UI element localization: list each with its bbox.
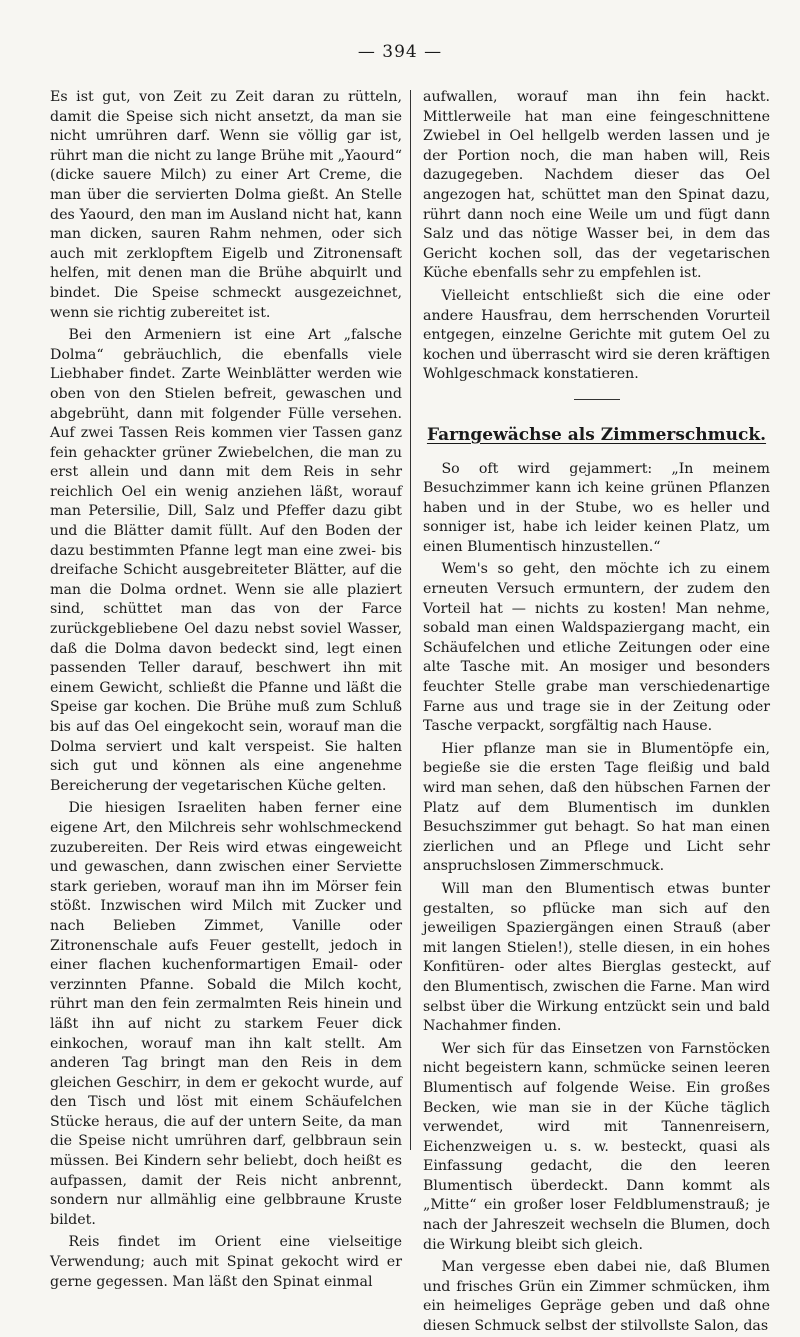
section-separator-rule xyxy=(574,399,620,400)
paragraph-fern-plant: Hier pflanze man sie in Blumentöpfe ein, begieße sie die ersten Tage fleißig und bald wird man sehen, daß den hübschen Farnen der Platz auf dem Blumentisch im dunklen Besuchszimmer gut behagt. So hat man einen zierlichen und an Pflege und Licht sehr anspruchslosen Zimmerschmuck. xyxy=(423,740,770,875)
paragraph-fern-closing: Man vergesse eben dabei nie, daß Blumen und frisches Grün ein Zimmer schmücken, ihm ein heimeliges Gepräge geben und daß ohne diesen Schmuck selbst der stilvollste Salon, das xyxy=(423,1259,770,1335)
paragraph-rice-spinach: Reis findet im Orient eine vielseitige Verwendung; auch mit Spinat gekocht wird er gerne gegessen. Man läßt den Spinat einmal xyxy=(50,1234,402,1290)
paragraph-fern-intro: So oft wird gejammert: „In meinem Besuchzimmer kann ich keine grünen Pflanzen haben und in der Stube, wo es heller und sonniger ist, habe ich leider keinen Platz, um einen Blumentisch hinzustellen.“ xyxy=(423,460,770,555)
right-column xyxy=(423,88,770,1335)
paragraph-oil-conclusion: Vielleicht entschließt sich die eine oder andere Hausfrau, dem herrschenden Vorurteil entgegen, einzelne Gerichte mit gutem Oel zu kochen und überrascht wird sie deren kräftigen Wohlgeschmack konstatieren. xyxy=(423,287,770,383)
page-number: — 394 — xyxy=(357,42,443,62)
paragraph-fern-collect: Wem's so geht, den möchte ich zu einem erneuten Versuch ermuntern, der zudem den Vorteil hat — nichts zu kosten! Man nehme, sobald man einen Waldspaziergang macht, ein Schäufelchen und etliche Zeitungen oder eine alte Tasche mit. An mosiger und besonders feuchter Stelle grabe man verschiedenartige Farne aus und trage sie in der Zeitung oder Tasche verpackt, sorgfältig nach Hause. xyxy=(423,561,770,735)
paragraph-fern-basin: Wer sich für das Einsetzen von Farnstöcken nicht begeistern kann, schmücke seinen leeren Blumentisch auf folgende Weise. Ein großes Becken, wie man sie in der Küche täglich verwendet, wird mit Tannenreisern, Eichenzweigen u. s. w. besteckt, quasi als Einfassung gedacht, die den leeren Blumentisch überdeckt. Dann kommt als „Mitte“ ein großer loser Feldblumenstrauß; je nach der Jahreszeit wechseln die Blumen, doch die Wirkung bleibt sich gleich. xyxy=(423,1040,770,1253)
paragraph-continued: Es ist gut, von Zeit zu Zeit daran zu rütteln, damit die Speise sich nicht ansetzt, da man sie nicht umrühren darf. Wenn sie völlig gar ist, rührt man die nicht zu lange Brühe mit „Yaourd“ (dicke sauere Milch) zu einer Art Creme, die man über die servierten Dolma gießt. An Stelle des Yaourd, den man im Ausland nicht hat, kann man dicken, sauren Rahm nehmen, oder sich auch mit zerklopftem Eigelb und Zitronensaft helfen, mit denen man die Brühe abquirlt und bindet. Die Speise schmeckt ausgezeichnet, wenn sie richtig zubereitet ist. xyxy=(50,89,402,321)
left-column xyxy=(50,88,402,1290)
paragraph-fern-bouquet: Will man den Blumentisch etwas bunter gestalten, so pflücke man sich auf den jeweiligen Spaziergängen einen Strauß (aber mit langen Stielen!), stelle diesen, in ein hohes Konfitüren- oder altes Bierglas gesteckt, auf den Blumentisch, zwischen die Farne. Man wird selbst über die Wirkung entzückt sein und bald Nachahmer finden. xyxy=(423,880,770,1035)
column-divider xyxy=(410,90,411,1150)
paragraph-armenian-dolma: Bei den Armeniern ist eine Art „falsche Dolma“ gebräuchlich, die ebenfalls viele Liebhaber findet. Zarte Weinblätter werden wie oben von den Stielen befreit, gewaschen und abgebrüht, dann mit folgender Fülle versehen. Auf zwei Tassen Reis kommen vier Tassen ganz fein gehackter grüner Zwiebelchen, die man zu erst allein und dann mit dem Reis in sehr reichlich Oel ein wenig anziehen läßt, worauf man Petersilie, Dill, Salz und Pfeffer dazu gibt und die Blätter damit füllt. Auf den Boden der dazu bestimmten Pfanne legt man eine zwei- bis dreifache Schicht ausgebreiteter Blätter, auf die man die Dolma ordnet. Wenn sie alle plaziert sind, schüttet man das von der Farce zurückgebliebene Oel dazu nebst soviel Wasser, daß die Dolma davon bedeckt sind, legt einen passenden Teller darauf, beschwert ihn mit einem Gewicht, schließt die Pfanne und läßt die Speise gar kochen. Die Brühe muß zum Schluß bis auf das Oel eingekocht sein, worauf man die Dolma serviert und kalt verspeist. Sie halten sich gut und können als eine angenehme Bereicherung der vegetarischen Küche gelten. xyxy=(50,327,402,794)
article-title: Farngewächse als Zimmerschmuck. xyxy=(426,424,767,445)
paragraph-milk-rice: Die hiesigen Israeliten haben ferner eine eigene Art, den Milchreis sehr wohlschmeckend zuzubereiten. Der Reis wird etwas eingeweicht und gewaschen, dann zwischen einer Serviette stark gerieben, worauf man ihn im Mörser fein stößt. Inzwischen wird Milch mit Zucker und nach Belieben Zimmet, Vanille oder Zitronenschale aufs Feuer gestellt, jedoch in einer flachen kuchenformartigen Email- oder verzinnten Pfanne. Sobald die Milch kocht, rührt man den fein zermalmten Reis hinein und läßt ihn auf nicht zu starkem Feuer dick einkochen, worauf man ihn kalt stellt. Am anderen Tag bringt man den Reis in dem gleichen Geschirr, in dem er gekocht wurde, auf den Tisch und löst mit einem Schäufelchen Stücke heraus, die auf der untern Seite, da man die Speise nicht umrühren darf, gelbbraun sein müssen. Bei Kindern sehr beliebt, doch heißt es aufpassen, damit der Reis nicht anbrennt, sondern nur allmählig eine gelbbraune Kruste bildet. xyxy=(50,800,402,1228)
paragraph-spinach-continued: aufwallen, worauf man ihn fein hackt. Mittlerweile hat man eine feingeschnittene Zwiebel in Oel hellgelb werden lassen und je der Portion noch, die man haben will, Reis dazugegeben. Nachdem dieser das Oel angezogen hat, schüttet man den Spinat dazu, rührt dann noch eine Weile um und fügt dann Salz und das nötige Wasser bei, in dem das Gericht kochen soll, das der vegetarischen Küche ebenfalls sehr zu empfehlen ist. xyxy=(423,89,770,282)
